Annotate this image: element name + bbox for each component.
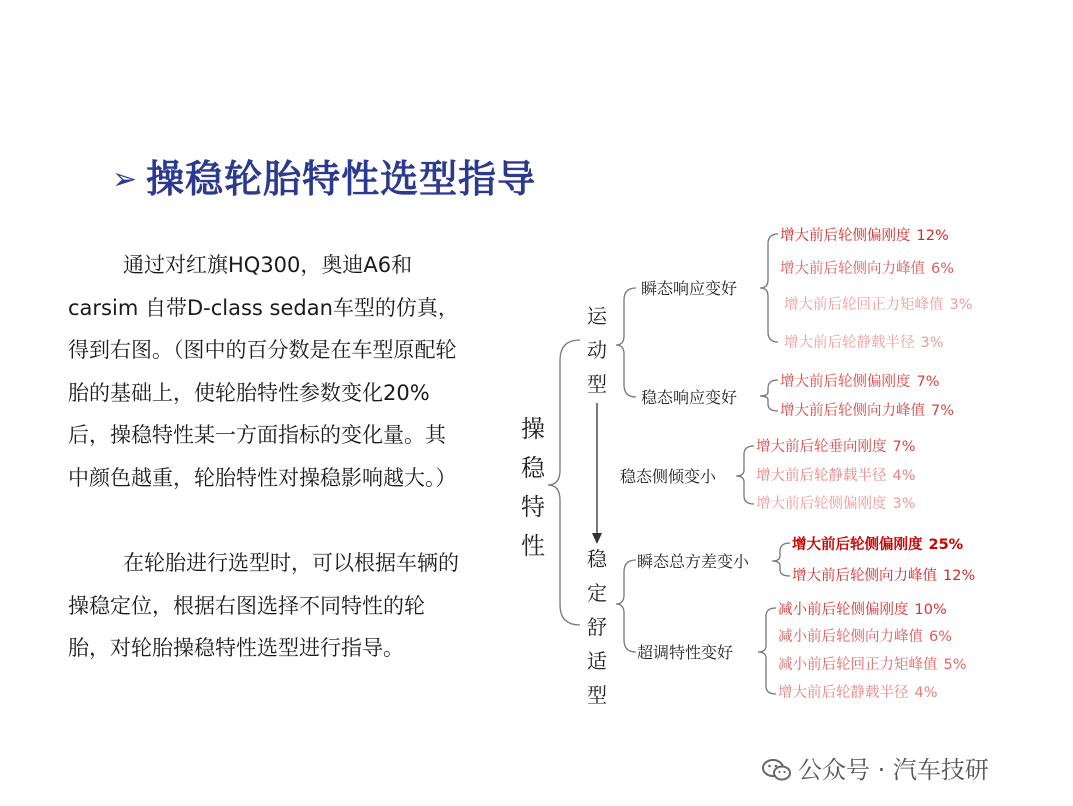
leaf-item bbox=[780, 401, 954, 419]
leaf-item bbox=[784, 334, 944, 351]
type-comfort-char: 适 bbox=[587, 649, 607, 673]
leaf-item bbox=[756, 494, 916, 512]
group-brace bbox=[758, 608, 776, 694]
wechat-icon bbox=[762, 758, 792, 782]
leaf-item bbox=[778, 655, 967, 673]
leaf-percent: 25% bbox=[928, 537, 964, 553]
group-label: 稳态响应变好 bbox=[641, 388, 738, 407]
leaf-item bbox=[780, 259, 954, 277]
group-brace bbox=[772, 543, 790, 576]
type-sport-char: 动 bbox=[587, 338, 607, 362]
leaf-text: 增大前后轮回正力矩峰值 bbox=[784, 297, 944, 313]
leaf-text: 减小前后轮回正力矩峰值 bbox=[778, 657, 938, 673]
leaf-item bbox=[792, 535, 964, 553]
leaf-text: 增大前后轮侧偏刚度 bbox=[756, 496, 887, 512]
leaf-text: 增大前后轮静载半径 bbox=[778, 685, 909, 701]
down-arrow-icon bbox=[592, 533, 602, 544]
leaf-percent: 3% bbox=[920, 335, 944, 351]
group-label: 瞬态总方差变小 bbox=[637, 552, 750, 571]
leaf-percent: 4% bbox=[892, 468, 916, 484]
wechat-watermark bbox=[762, 750, 989, 785]
leaf-percent: 7% bbox=[916, 374, 940, 390]
leaf-text: 增大前后轮静载半径 bbox=[784, 335, 915, 351]
leaf-percent: 5% bbox=[943, 657, 967, 673]
leaf-percent: 12% bbox=[916, 228, 949, 244]
comfort-brace bbox=[616, 560, 636, 652]
watermark-text: 公众号 · 汽车技研 bbox=[798, 756, 989, 784]
group-label: 超调特性变好 bbox=[637, 643, 734, 662]
leaf-text: 增大前后轮静载半径 bbox=[756, 468, 887, 484]
sport-brace bbox=[616, 288, 636, 397]
intro-paragraph: 通过对红旗HQ300，奥迪A6和carsim 自带D-class sedan车型的仿真，得到右图。（图中的百分数是在车型原配轮胎的基础上，使轮胎特性参数变化20%后，操稳特性某一方面指标的变化量。其中颜色越重，轮胎特性对操稳影响越大。） bbox=[68, 253, 459, 490]
leaf-item bbox=[778, 684, 938, 701]
leaf-item bbox=[780, 372, 940, 390]
group-label: 稳态侧倾变小 bbox=[620, 467, 717, 486]
group-brace bbox=[760, 380, 778, 411]
group-brace bbox=[760, 234, 778, 342]
leaf-percent: 3% bbox=[892, 496, 916, 512]
type-sport-label bbox=[587, 304, 608, 396]
root-brace bbox=[548, 340, 580, 625]
type-sport-char: 型 bbox=[587, 372, 607, 396]
type-comfort-char: 舒 bbox=[587, 615, 607, 639]
leaf-item bbox=[778, 600, 947, 618]
leaf-percent: 12% bbox=[943, 568, 976, 584]
root-label bbox=[521, 415, 546, 560]
leaf-item bbox=[784, 295, 973, 313]
leaf-percent: 10% bbox=[914, 602, 947, 618]
leaf-text: 增大前后轮侧向力峰值 bbox=[780, 403, 925, 419]
type-comfort-char: 型 bbox=[587, 683, 607, 707]
type-comfort-char: 定 bbox=[587, 581, 607, 605]
group-brace bbox=[736, 446, 754, 504]
leaf-text: 增大前后轮侧偏刚度 bbox=[780, 374, 911, 390]
slide-title-text: 操稳轮胎特性选型指导 bbox=[146, 157, 537, 201]
root-char: 性 bbox=[521, 532, 545, 560]
root-char: 特 bbox=[521, 493, 545, 521]
leaf-text: 减小前后轮侧向力峰值 bbox=[778, 629, 923, 645]
leaf-percent: 3% bbox=[949, 297, 973, 313]
leaf-percent: 6% bbox=[931, 261, 955, 277]
root-char: 操 bbox=[521, 415, 545, 443]
type-comfort-label bbox=[587, 547, 608, 707]
leaf-percent: 6% bbox=[929, 629, 953, 645]
guidance-paragraph: 在轮胎进行选型时，可以根据车辆的操稳定位，根据右图选择不同特性的轮胎，对轮胎操稳特性选型进行指导。 bbox=[68, 551, 459, 661]
leaf-item bbox=[792, 566, 975, 584]
group-label: 瞬态响应变好 bbox=[641, 279, 738, 298]
leaf-item bbox=[780, 226, 949, 244]
leaf-text: 增大前后轮侧偏刚度 bbox=[792, 537, 923, 553]
leaf-text: 增大前后轮侧向力峰值 bbox=[780, 261, 925, 277]
leaf-item bbox=[756, 467, 916, 484]
root-char: 稳 bbox=[521, 454, 545, 482]
leaf-text: 增大前后轮垂向刚度 bbox=[756, 439, 887, 455]
type-comfort-char: 稳 bbox=[587, 547, 607, 571]
type-sport-char: 运 bbox=[587, 304, 607, 328]
leaf-text: 增大前后轮侧向力峰值 bbox=[792, 568, 937, 584]
arrow-bullet-icon: ➢ bbox=[112, 162, 139, 197]
leaf-percent: 7% bbox=[892, 439, 916, 455]
leaf-percent: 7% bbox=[931, 403, 955, 419]
leaf-percent: 4% bbox=[914, 685, 938, 701]
leaf-text: 增大前后轮侧偏刚度 bbox=[780, 228, 911, 244]
leaf-item bbox=[756, 437, 916, 455]
leaf-item bbox=[778, 627, 952, 645]
leaf-text: 减小前后轮侧偏刚度 bbox=[778, 602, 909, 618]
